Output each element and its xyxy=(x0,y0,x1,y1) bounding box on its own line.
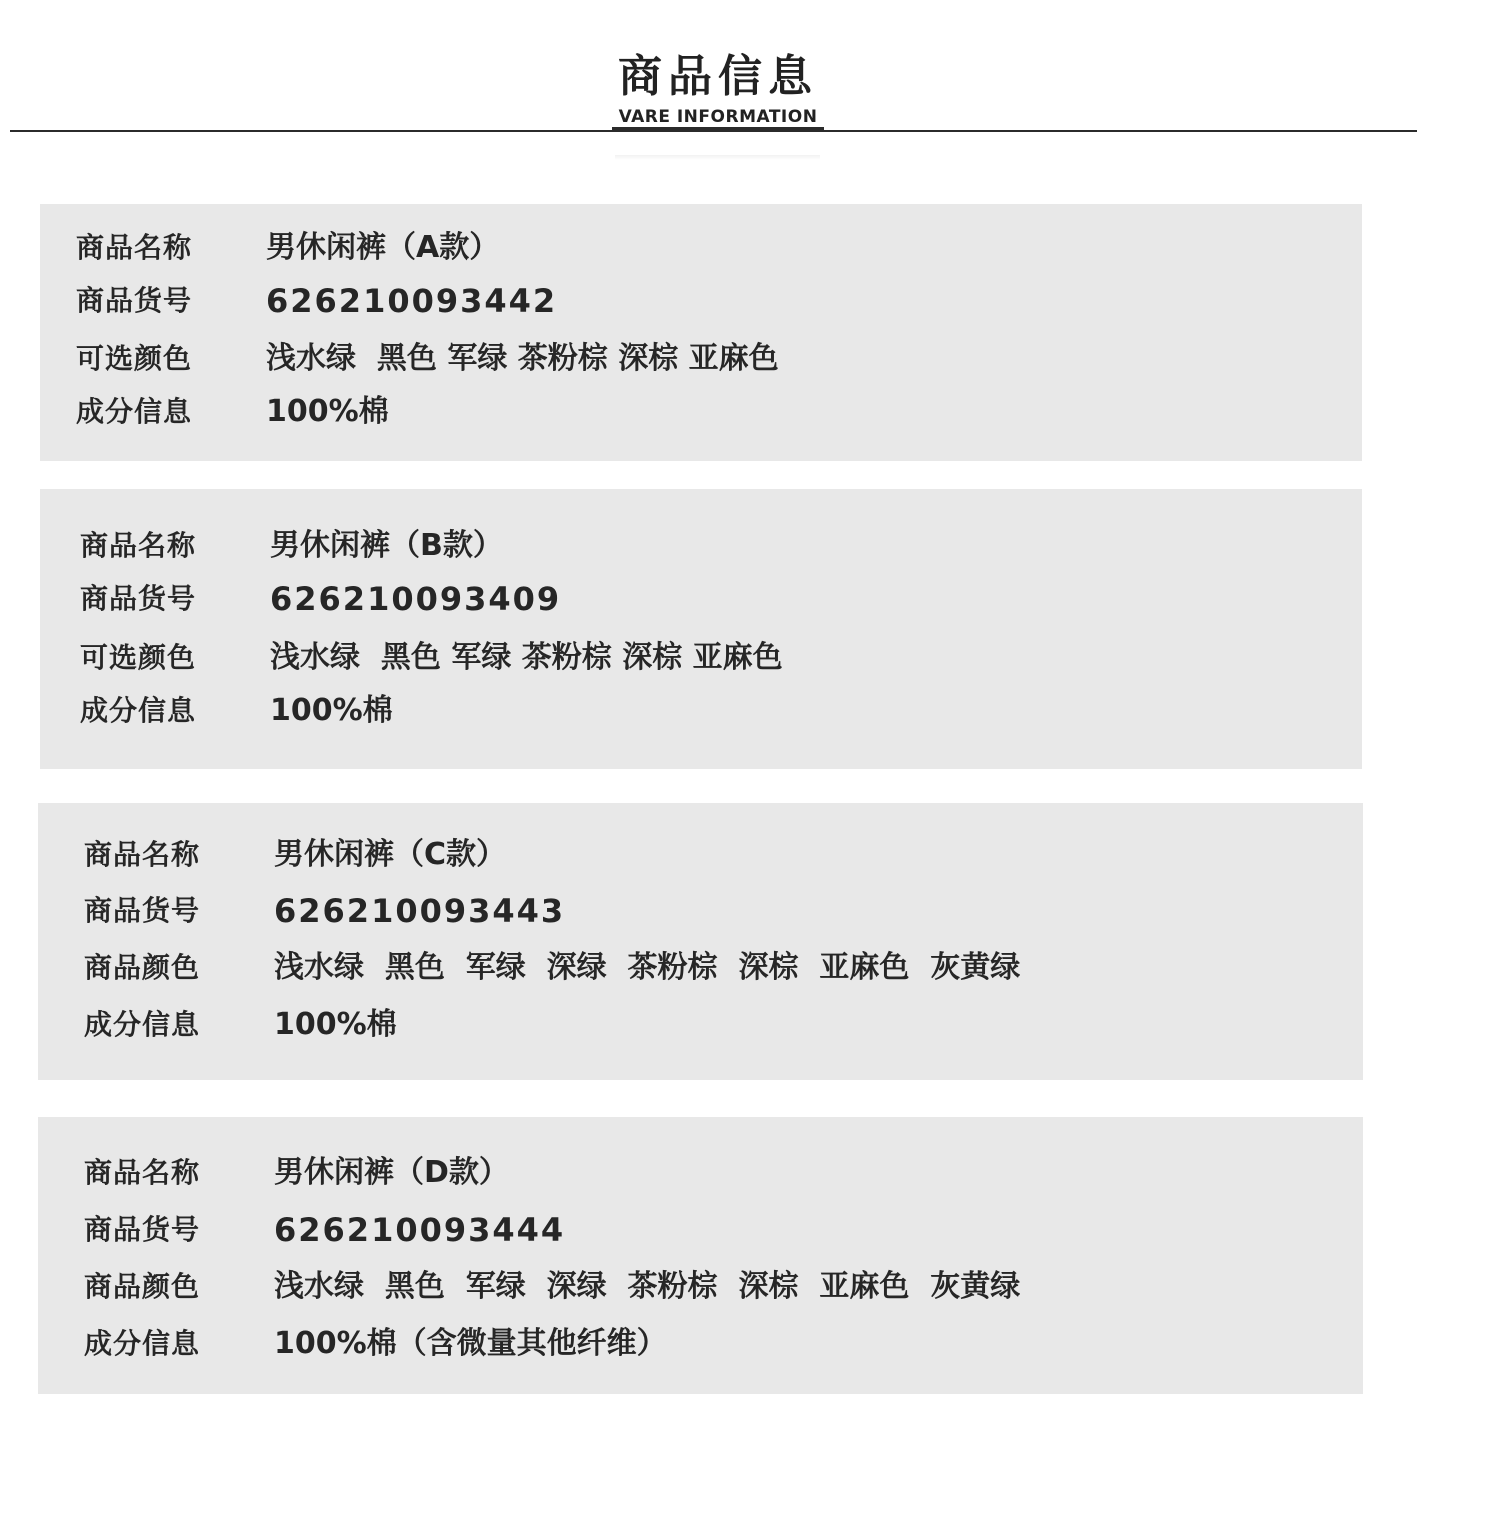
product-name-row xyxy=(84,1151,1344,1195)
product-name-label: 商品名称 xyxy=(80,529,197,562)
product-card-a xyxy=(40,204,1362,461)
product-sku-value: 626210093444 xyxy=(274,1211,566,1249)
product-sku-value: 626210093443 xyxy=(274,892,566,930)
product-material-label: 成分信息 xyxy=(84,1008,201,1041)
product-material-row xyxy=(76,390,1336,434)
product-card-c xyxy=(38,803,1363,1080)
product-color-row xyxy=(80,636,1340,680)
product-name-value: 男休闲裤（A款） xyxy=(266,230,500,265)
product-color-label: 可选颜色 xyxy=(76,342,193,375)
product-material-value: 100%棉（含微量其他纤维） xyxy=(274,1326,667,1361)
product-material-value: 100%棉 xyxy=(266,394,389,429)
product-color-value: 浅水绿 黑色 军绿 深绿 茶粉棕 深棕 亚麻色 灰黄绿 xyxy=(274,1269,1021,1304)
header-shadow xyxy=(615,155,820,160)
product-sku-value: 626210093409 xyxy=(270,580,562,618)
product-sku-value: 626210093442 xyxy=(266,282,558,320)
product-material-label: 成分信息 xyxy=(84,1327,201,1360)
product-name-value: 男休闲裤（C款） xyxy=(274,837,507,872)
product-color-label: 可选颜色 xyxy=(80,641,197,674)
product-sku-row xyxy=(80,577,1340,621)
product-material-row xyxy=(84,1322,1344,1366)
product-name-row xyxy=(84,833,1344,877)
product-material-label: 成分信息 xyxy=(76,395,193,428)
product-card-d xyxy=(38,1117,1363,1394)
product-card-b xyxy=(40,489,1362,769)
product-color-value: 浅水绿 黑色 军绿 茶粉棕 深棕 亚麻色 xyxy=(266,341,779,376)
product-material-label: 成分信息 xyxy=(80,694,197,727)
product-name-label: 商品名称 xyxy=(84,838,201,871)
product-sku-row xyxy=(84,1208,1344,1252)
product-name-value: 男休闲裤（D款） xyxy=(274,1155,509,1190)
product-sku-label: 商品货号 xyxy=(80,582,197,615)
product-sku-row xyxy=(76,279,1336,323)
product-material-value: 100%棉 xyxy=(270,693,393,728)
page-header xyxy=(0,0,1500,170)
product-sku-label: 商品货号 xyxy=(84,894,201,927)
page-subtitle: VARE INFORMATION xyxy=(618,107,818,127)
product-material-row xyxy=(84,1003,1344,1047)
product-color-value: 浅水绿 黑色 军绿 茶粉棕 深棕 亚麻色 xyxy=(270,640,783,675)
product-sku-label: 商品货号 xyxy=(84,1213,201,1246)
product-material-value: 100%棉 xyxy=(274,1007,397,1042)
product-color-row xyxy=(84,946,1344,990)
product-color-label: 商品颜色 xyxy=(84,951,201,984)
product-name-label: 商品名称 xyxy=(84,1156,201,1189)
product-sku-row xyxy=(84,889,1344,933)
product-name-row xyxy=(76,226,1336,270)
product-material-row xyxy=(80,689,1340,733)
product-name-value: 男休闲裤（B款） xyxy=(270,528,503,563)
header-accent-bar xyxy=(612,127,824,131)
product-color-label: 商品颜色 xyxy=(84,1270,201,1303)
product-name-row xyxy=(80,524,1340,568)
page-title: 商品信息 xyxy=(618,51,818,102)
product-color-row xyxy=(84,1265,1344,1309)
product-color-value: 浅水绿 黑色 军绿 深绿 茶粉棕 深棕 亚麻色 灰黄绿 xyxy=(274,950,1021,985)
product-sku-label: 商品货号 xyxy=(76,284,193,317)
product-color-row xyxy=(76,337,1336,381)
product-name-label: 商品名称 xyxy=(76,231,193,264)
